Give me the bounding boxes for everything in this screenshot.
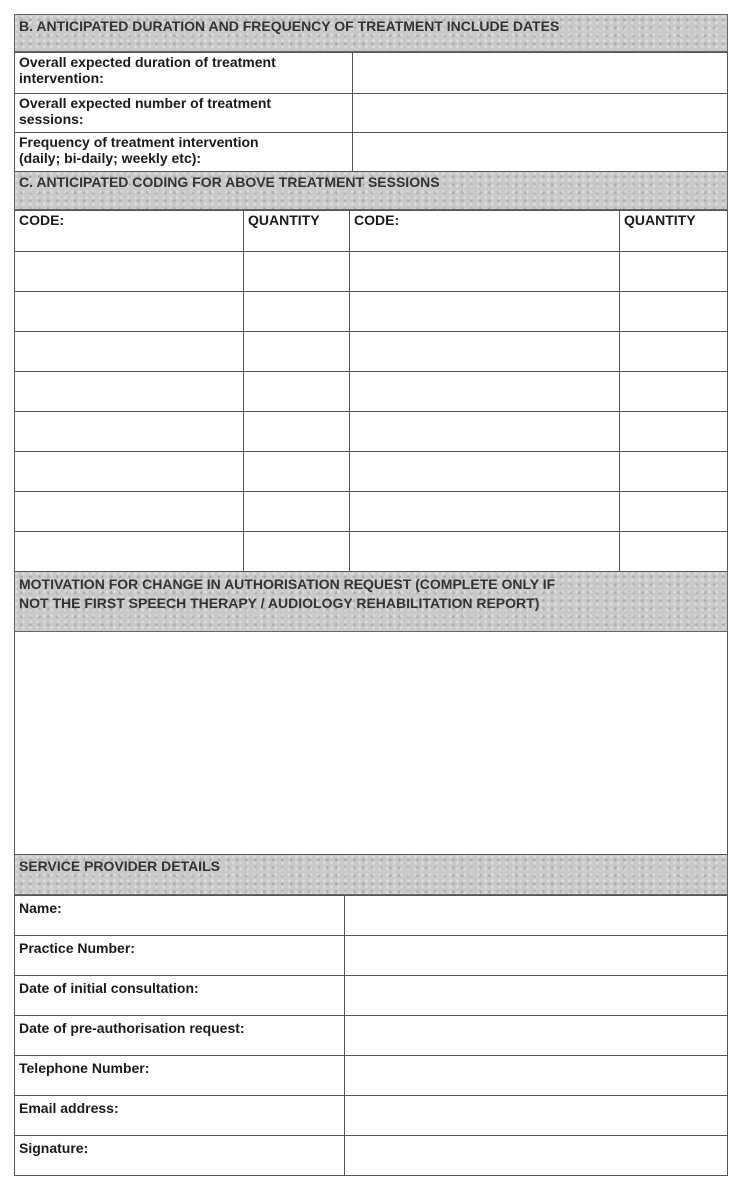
code-cell[interactable] [350,252,620,292]
email-field[interactable] [345,1096,728,1136]
code-cell[interactable] [350,532,620,572]
authorisation-form [14,14,728,1176]
section-b-row [15,133,728,172]
quantity-cell[interactable] [620,452,728,492]
practice-number-field[interactable] [345,936,728,976]
name-label: Name: [15,896,345,936]
telephone-label: Telephone Number: [15,1056,345,1096]
code-cell[interactable] [15,332,244,372]
pre-authorisation-date-label: Date of pre-authorisation request: [15,1016,345,1056]
section-c-title: C. ANTICIPATED CODING FOR ABOVE TREATMENT SESSIONS [19,174,440,190]
service-provider-row [15,896,728,936]
quantity-cell[interactable] [244,252,350,292]
quantity-column-header: QUANTITY [620,211,728,252]
quantity-cell[interactable] [620,492,728,532]
section-b-header [14,14,728,52]
quantity-cell[interactable] [620,412,728,452]
code-cell[interactable] [15,412,244,452]
section-b-row [15,94,728,133]
telephone-field[interactable] [345,1056,728,1096]
frequency-field[interactable] [353,133,728,172]
quantity-cell[interactable] [244,372,350,412]
coding-row [15,292,728,332]
code-cell[interactable] [350,452,620,492]
quantity-cell[interactable] [244,492,350,532]
code-cell[interactable] [15,292,244,332]
coding-row [15,372,728,412]
service-provider-title: SERVICE PROVIDER DETAILS [19,858,220,874]
quantity-cell[interactable] [244,332,350,372]
service-provider-row [15,1096,728,1136]
pre-authorisation-date-field[interactable] [345,1016,728,1056]
duration-label: Overall expected duration of treatment intervention: [15,53,353,94]
quantity-cell[interactable] [620,292,728,332]
code-cell[interactable] [15,492,244,532]
code-column-header: CODE: [350,211,620,252]
coding-row [15,532,728,572]
service-provider-row [15,976,728,1016]
coding-row [15,452,728,492]
code-cell[interactable] [350,332,620,372]
quantity-cell[interactable] [620,332,728,372]
code-cell[interactable] [15,252,244,292]
coding-row [15,332,728,372]
code-cell[interactable] [350,372,620,412]
practice-number-label: Practice Number: [15,936,345,976]
code-cell[interactable] [350,412,620,452]
signature-field[interactable] [345,1136,728,1176]
quantity-column-header: QUANTITY [244,211,350,252]
service-provider-header [14,855,728,895]
section-b-table [14,52,728,172]
quantity-cell[interactable] [244,532,350,572]
name-field[interactable] [345,896,728,936]
quantity-cell[interactable] [620,372,728,412]
quantity-cell[interactable] [244,292,350,332]
initial-consultation-date-label: Date of initial consultation: [15,976,345,1016]
section-c-header [14,172,728,210]
code-cell[interactable] [15,372,244,412]
coding-header-row [15,211,728,252]
coding-row [15,492,728,532]
code-cell[interactable] [350,492,620,532]
quantity-cell[interactable] [620,252,728,292]
code-column-header: CODE: [15,211,244,252]
sessions-label: Overall expected number of treatment sessions: [15,94,353,133]
code-cell[interactable] [15,532,244,572]
initial-consultation-date-field[interactable] [345,976,728,1016]
code-cell[interactable] [15,452,244,492]
service-provider-row [15,936,728,976]
quantity-cell[interactable] [244,452,350,492]
coding-table [14,210,728,572]
quantity-cell[interactable] [620,532,728,572]
sessions-field[interactable] [353,94,728,133]
motivation-title-line1: MOTIVATION FOR CHANGE IN AUTHORISATION REQUEST (COMPLETE ONLY IF [19,576,556,592]
service-provider-row [15,1136,728,1176]
coding-row [15,412,728,452]
section-b-row [15,53,728,94]
quantity-cell[interactable] [244,412,350,452]
signature-label: Signature: [15,1136,345,1176]
motivation-text-area[interactable] [14,632,728,855]
coding-row [15,252,728,292]
email-label: Email address: [15,1096,345,1136]
code-cell[interactable] [350,292,620,332]
service-provider-table [14,895,728,1176]
motivation-header [14,572,728,632]
motivation-title-line2: NOT THE FIRST SPEECH THERAPY / AUDIOLOGY REHABILITATION REPORT) [19,595,540,611]
duration-field[interactable] [353,53,728,94]
frequency-label: Frequency of treatment intervention (daily; bi-daily; weekly etc): [15,133,353,172]
section-b-title: B. ANTICIPATED DURATION AND FREQUENCY OF TREATMENT INCLUDE DATES [19,18,560,34]
service-provider-row [15,1016,728,1056]
service-provider-row [15,1056,728,1096]
